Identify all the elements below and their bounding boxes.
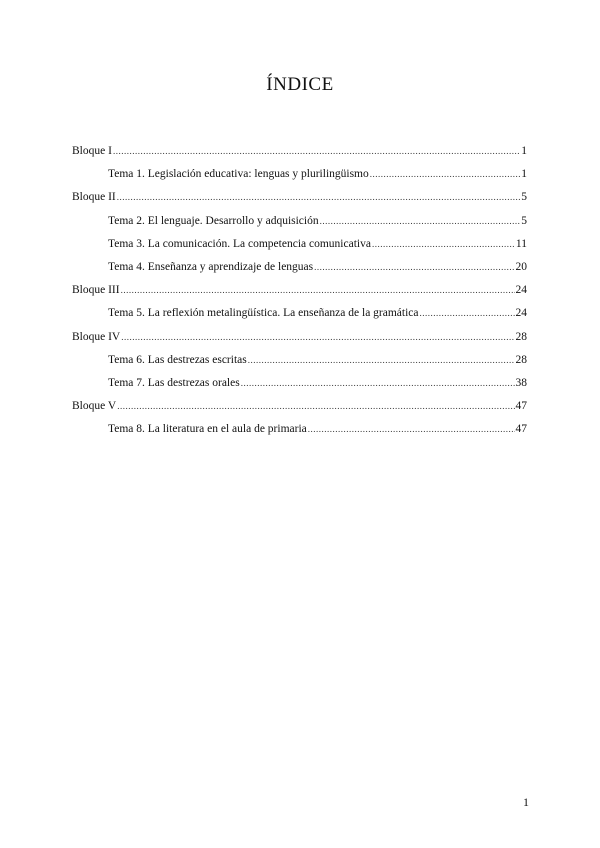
- toc-entry-page: 28: [515, 330, 527, 343]
- toc-entry-bloque-2[interactable]: [72, 191, 527, 214]
- toc-entry-page: 1: [521, 168, 527, 181]
- dot-leader: [121, 285, 515, 295]
- toc-entry-label: Tema 2. El lenguaje. Desarrollo y adquisición: [108, 214, 319, 227]
- dot-leader: [308, 424, 515, 434]
- toc-entry-label: Tema 7. Las destrezas orales: [108, 376, 240, 389]
- toc-entry-bloque-4[interactable]: [72, 331, 527, 354]
- toc-entry-tema-2[interactable]: [72, 215, 527, 238]
- toc-entry-label: Tema 5. La reflexión metalingüística. La enseñanza de la gramática: [108, 307, 419, 320]
- page-title: ÍNDICE: [266, 74, 334, 95]
- toc-entry-label: Bloque I: [72, 145, 112, 157]
- toc-entry-tema-5[interactable]: [72, 307, 527, 330]
- toc-entry-page: 47: [515, 423, 527, 436]
- toc-entry-tema-6[interactable]: [72, 354, 527, 377]
- toc-entry-label: Bloque V: [72, 400, 117, 413]
- toc-entry-label: Bloque IV: [72, 330, 121, 343]
- toc-entry-tema-3[interactable]: [72, 238, 527, 261]
- toc-entry-page: 20: [515, 260, 527, 273]
- toc-entry-page: 1: [521, 145, 527, 157]
- toc-entry-label: Bloque II: [72, 191, 116, 204]
- dot-leader: [117, 192, 520, 202]
- dot-leader: [314, 262, 514, 272]
- toc-entry-tema-8[interactable]: [72, 423, 527, 446]
- toc-entry-label: Tema 4. Enseñanza y aprendizaje de lenguas: [108, 260, 314, 273]
- toc-entry-tema-7[interactable]: [72, 377, 527, 400]
- dot-leader: [241, 378, 515, 388]
- toc-entry-label: Tema 3. La comunicación. La competencia comunicativa: [108, 237, 371, 250]
- dot-leader: [320, 216, 521, 226]
- toc-entry-page: 5: [521, 214, 527, 227]
- toc-entry-tema-4[interactable]: [72, 261, 527, 284]
- dot-leader: [372, 239, 515, 249]
- toc-entry-page: 5: [521, 191, 527, 204]
- toc-entry-page: 28: [515, 353, 527, 366]
- dot-leader: [113, 146, 520, 156]
- toc-entry-page: 47: [515, 400, 527, 413]
- toc-entry-tema-1[interactable]: [72, 168, 527, 191]
- dot-leader: [121, 332, 514, 342]
- dot-leader: [370, 169, 520, 179]
- toc-entry-label: Tema 1. Legislación educativa: lenguas y plurilingüismo: [108, 168, 369, 181]
- toc-entry-bloque-1[interactable]: [72, 145, 527, 168]
- dot-leader: [420, 308, 515, 318]
- dot-leader: [117, 401, 514, 411]
- toc-entry-label: Tema 6. Las destrezas escritas: [108, 353, 247, 366]
- toc-entry-page: 24: [515, 284, 527, 297]
- toc-entry-label: Tema 8. La literatura en el aula de primaria: [108, 423, 307, 436]
- toc-entry-page: 24: [515, 307, 527, 320]
- table-of-contents: [72, 145, 527, 446]
- page-number: 1: [523, 795, 529, 809]
- toc-entry-page: 11: [515, 237, 527, 250]
- toc-entry-bloque-5[interactable]: [72, 400, 527, 423]
- toc-entry-label: Bloque III: [72, 284, 120, 297]
- dot-leader: [248, 355, 515, 365]
- toc-entry-page: 38: [515, 376, 527, 389]
- toc-entry-bloque-3[interactable]: [72, 284, 527, 307]
